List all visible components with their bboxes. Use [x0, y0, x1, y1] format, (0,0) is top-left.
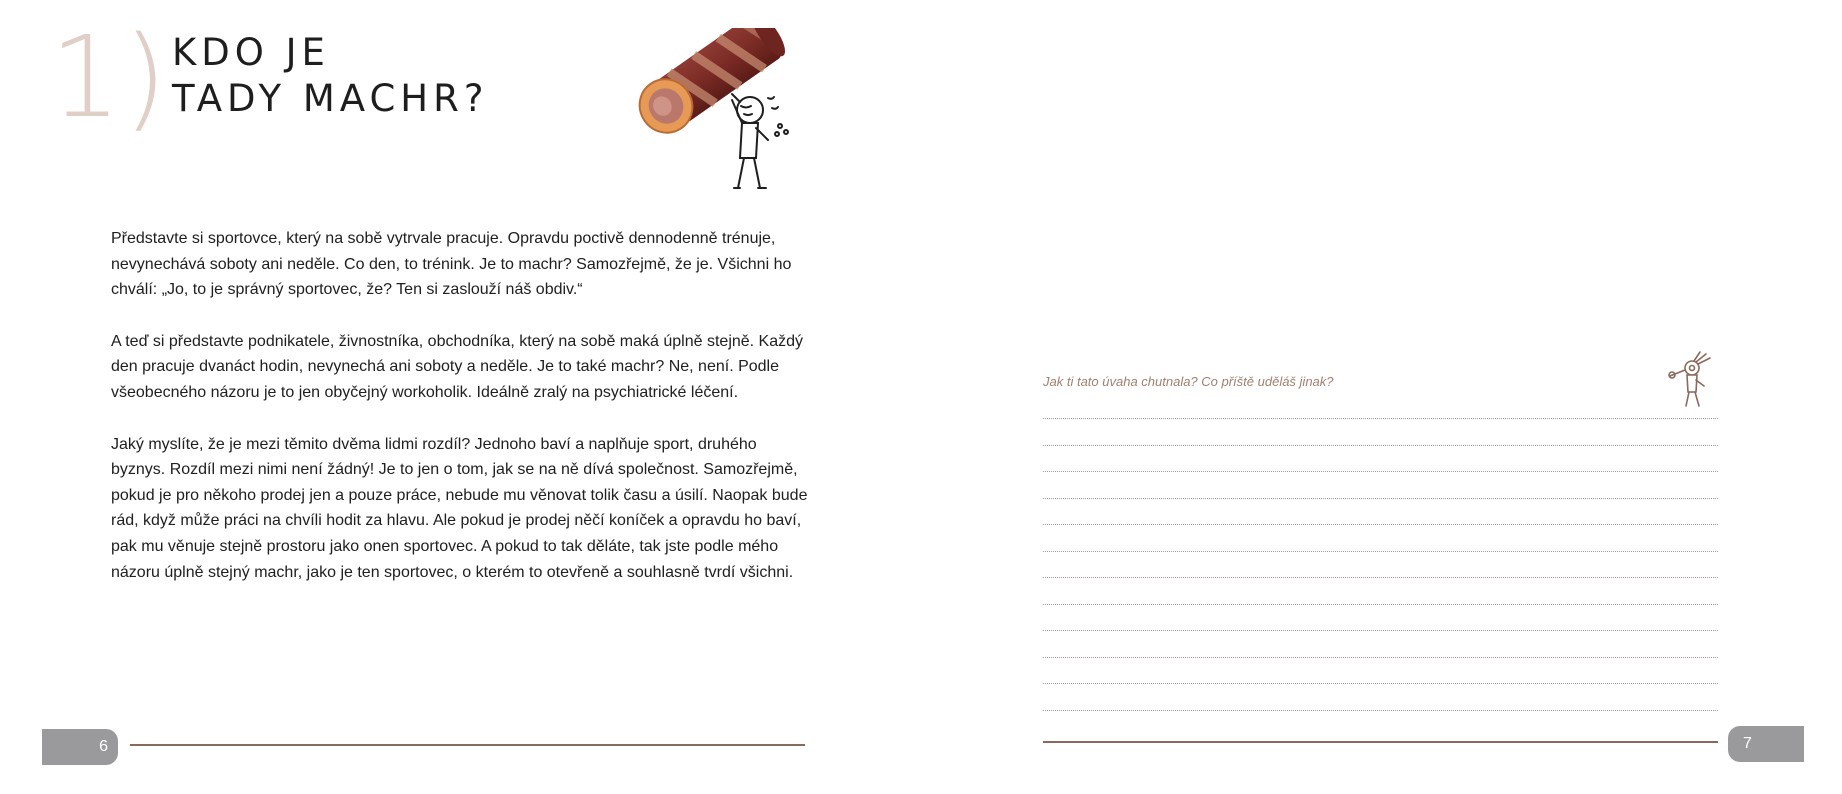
writing-line[interactable] [1043, 657, 1718, 684]
paragraph-1: Představte si sportovce, který na sobě vytrvale pracuje. Opravdu poctivě dennodenně trénuje, nevynechává soboty ani neděle. Co den, to trénink. Je to machr? Samozřejmě, že je. Všichni ho chválí: „Jo, to je správný sportovec, že? Ten si zaslouží náš obdiv.“ [111, 230, 792, 299]
writing-lines [1043, 418, 1718, 736]
stick-figure-with-magnifier-icon [1666, 350, 1716, 408]
footer-rule [1043, 741, 1718, 743]
writing-line[interactable] [1043, 445, 1718, 472]
chapter-title-line-1: KDO JE [172, 31, 330, 74]
writing-line[interactable] [1043, 471, 1718, 498]
article-body [111, 226, 811, 611]
writing-line[interactable] [1043, 418, 1718, 445]
writing-line[interactable] [1043, 604, 1718, 631]
writing-line[interactable] [1043, 577, 1718, 604]
right-page [921, 0, 1842, 794]
paragraph-3: Jaký myslíte, že je mezi těmito dvěma lidmi rozdíl? Jednoho baví a naplňuje sport, druhého byznys. Rozdíl mezi nimi není žádný! Je to jen o tom, jak se na ně dívá společnost. Samozřejmě, pokud je pro někoho prodej jen a pouze práce, nebude mu věnovat tolik času a úsilí. Naopak bude rád, když může práci na chvíli hodit za hlavu. Ale pokud je prodej něčí koníček a opravdu ho baví, pak mu věnuje stejně prostoru jako onen sportovec. A pokud to tak děláte, tak jste podle mého názoru úplně stejný machr, jako je ten sportovec, o kterém to otevřeně a souhlasně tvrdí všichni. [111, 435, 808, 581]
paragraph-2: A teď si představte podnikatele, živnostníka, obchodníka, který na sobě maká úplně stejně. Každý den pracuje dvanáct hodin, nevynechá ani soboty a neděle. Je to také machr? Ne, není. Podle všeobecného názoru je to jen obyčejný workoholik. Ideálně zralý na psychiatrické léčení. [111, 332, 804, 401]
page-number-tab: 6 [42, 729, 118, 765]
writing-line[interactable] [1043, 551, 1718, 578]
chapter-title-line-2: TADY MACHR? [172, 77, 489, 120]
footer-rule [130, 744, 805, 746]
writing-line[interactable] [1043, 683, 1718, 710]
writing-line[interactable] [1043, 710, 1718, 737]
writing-line[interactable] [1043, 498, 1718, 525]
chapter-title [172, 30, 488, 122]
reflection-prompt: Jak ti tato úvaha chutnala? Co příště uděláš jinak? [1043, 374, 1334, 389]
chapter-number: 1) [50, 13, 169, 143]
writing-line[interactable] [1043, 524, 1718, 551]
writing-line[interactable] [1043, 630, 1718, 657]
stick-figure-carrying-wafer-roll-icon [636, 28, 796, 193]
page-number-tab: 7 [1728, 726, 1804, 762]
